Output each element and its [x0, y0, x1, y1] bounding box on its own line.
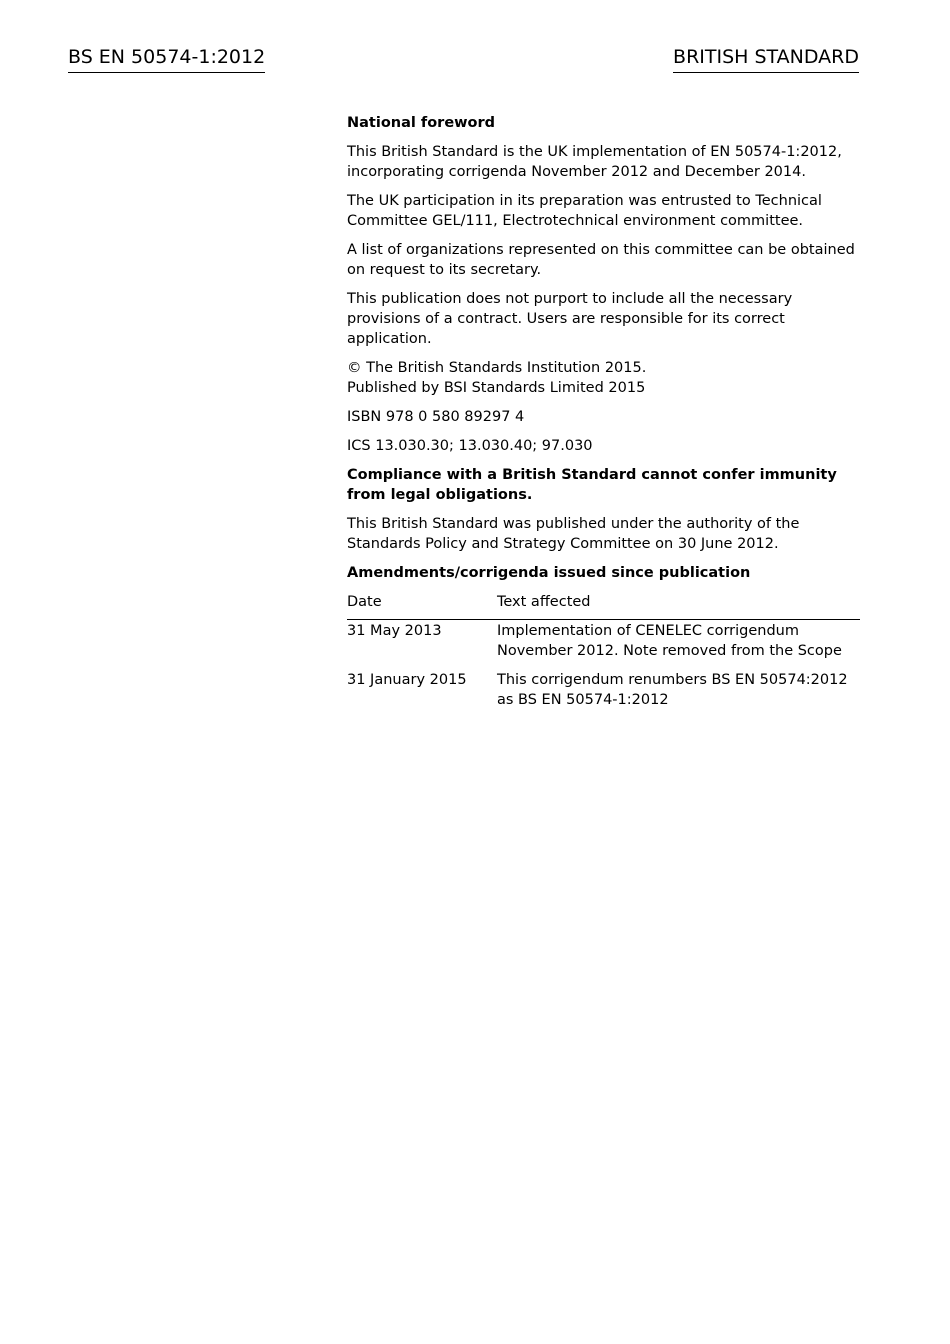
compliance-statement: Compliance with a British Standard cannot confer immunity from legal obligations. — [347, 467, 837, 503]
amendment-date: 31 January 2015 — [347, 672, 467, 688]
ics-line: ICS 13.030.30; 13.030.40; 97.030 — [347, 438, 593, 454]
header-standard-type: BRITISH STANDARD — [673, 45, 859, 73]
national-foreword-section — [347, 113, 860, 710]
table-row — [347, 661, 860, 710]
foreword-implementation-paragraph: This British Standard is the UK implementation of EN 50574-1:2012, incorporating corrigenda November 2012 and December 2014. — [347, 144, 842, 180]
isbn-line: ISBN 978 0 580 89297 4 — [347, 409, 525, 425]
foreword-title: National foreword — [347, 115, 496, 131]
foreword-committee-paragraph: The UK participation in its preparation was entrusted to Technical Committee GEL/111, Electrotechnical environment committee. — [347, 193, 822, 229]
amendment-text: Implementation of CENELEC corrigendum November 2012. Note removed from the Scope — [497, 623, 842, 659]
foreword-organizations-paragraph: A list of organizations represented on this committee can be obtained on request to its secretary. — [347, 242, 855, 278]
foreword-provisions-paragraph: This publication does not purport to include all the necessary provisions of a contract. Users are responsible for its correct application. — [347, 291, 793, 347]
amendment-text: This corrigendum renumbers BS EN 50574:2012 as BS EN 50574-1:2012 — [497, 672, 848, 708]
column-header-date: Date — [347, 592, 497, 620]
authority-statement: This British Standard was published under the authority of the Standards Policy and Strategy Committee on 30 June 2012. — [347, 516, 800, 552]
amendment-date: 31 May 2013 — [347, 623, 442, 639]
column-header-text-affected: Text affected — [497, 592, 860, 620]
copyright-line: © The British Standards Institution 2015. — [347, 360, 647, 376]
publisher-line: Published by BSI Standards Limited 2015 — [347, 380, 646, 396]
header-document-number: BS EN 50574-1:2012 — [68, 45, 265, 73]
amendments-title: Amendments/corrigenda issued since publication — [347, 565, 751, 581]
amendments-table — [347, 592, 860, 710]
amendments-table-header — [347, 592, 860, 620]
table-row — [347, 620, 860, 662]
copyright-block — [347, 358, 860, 398]
